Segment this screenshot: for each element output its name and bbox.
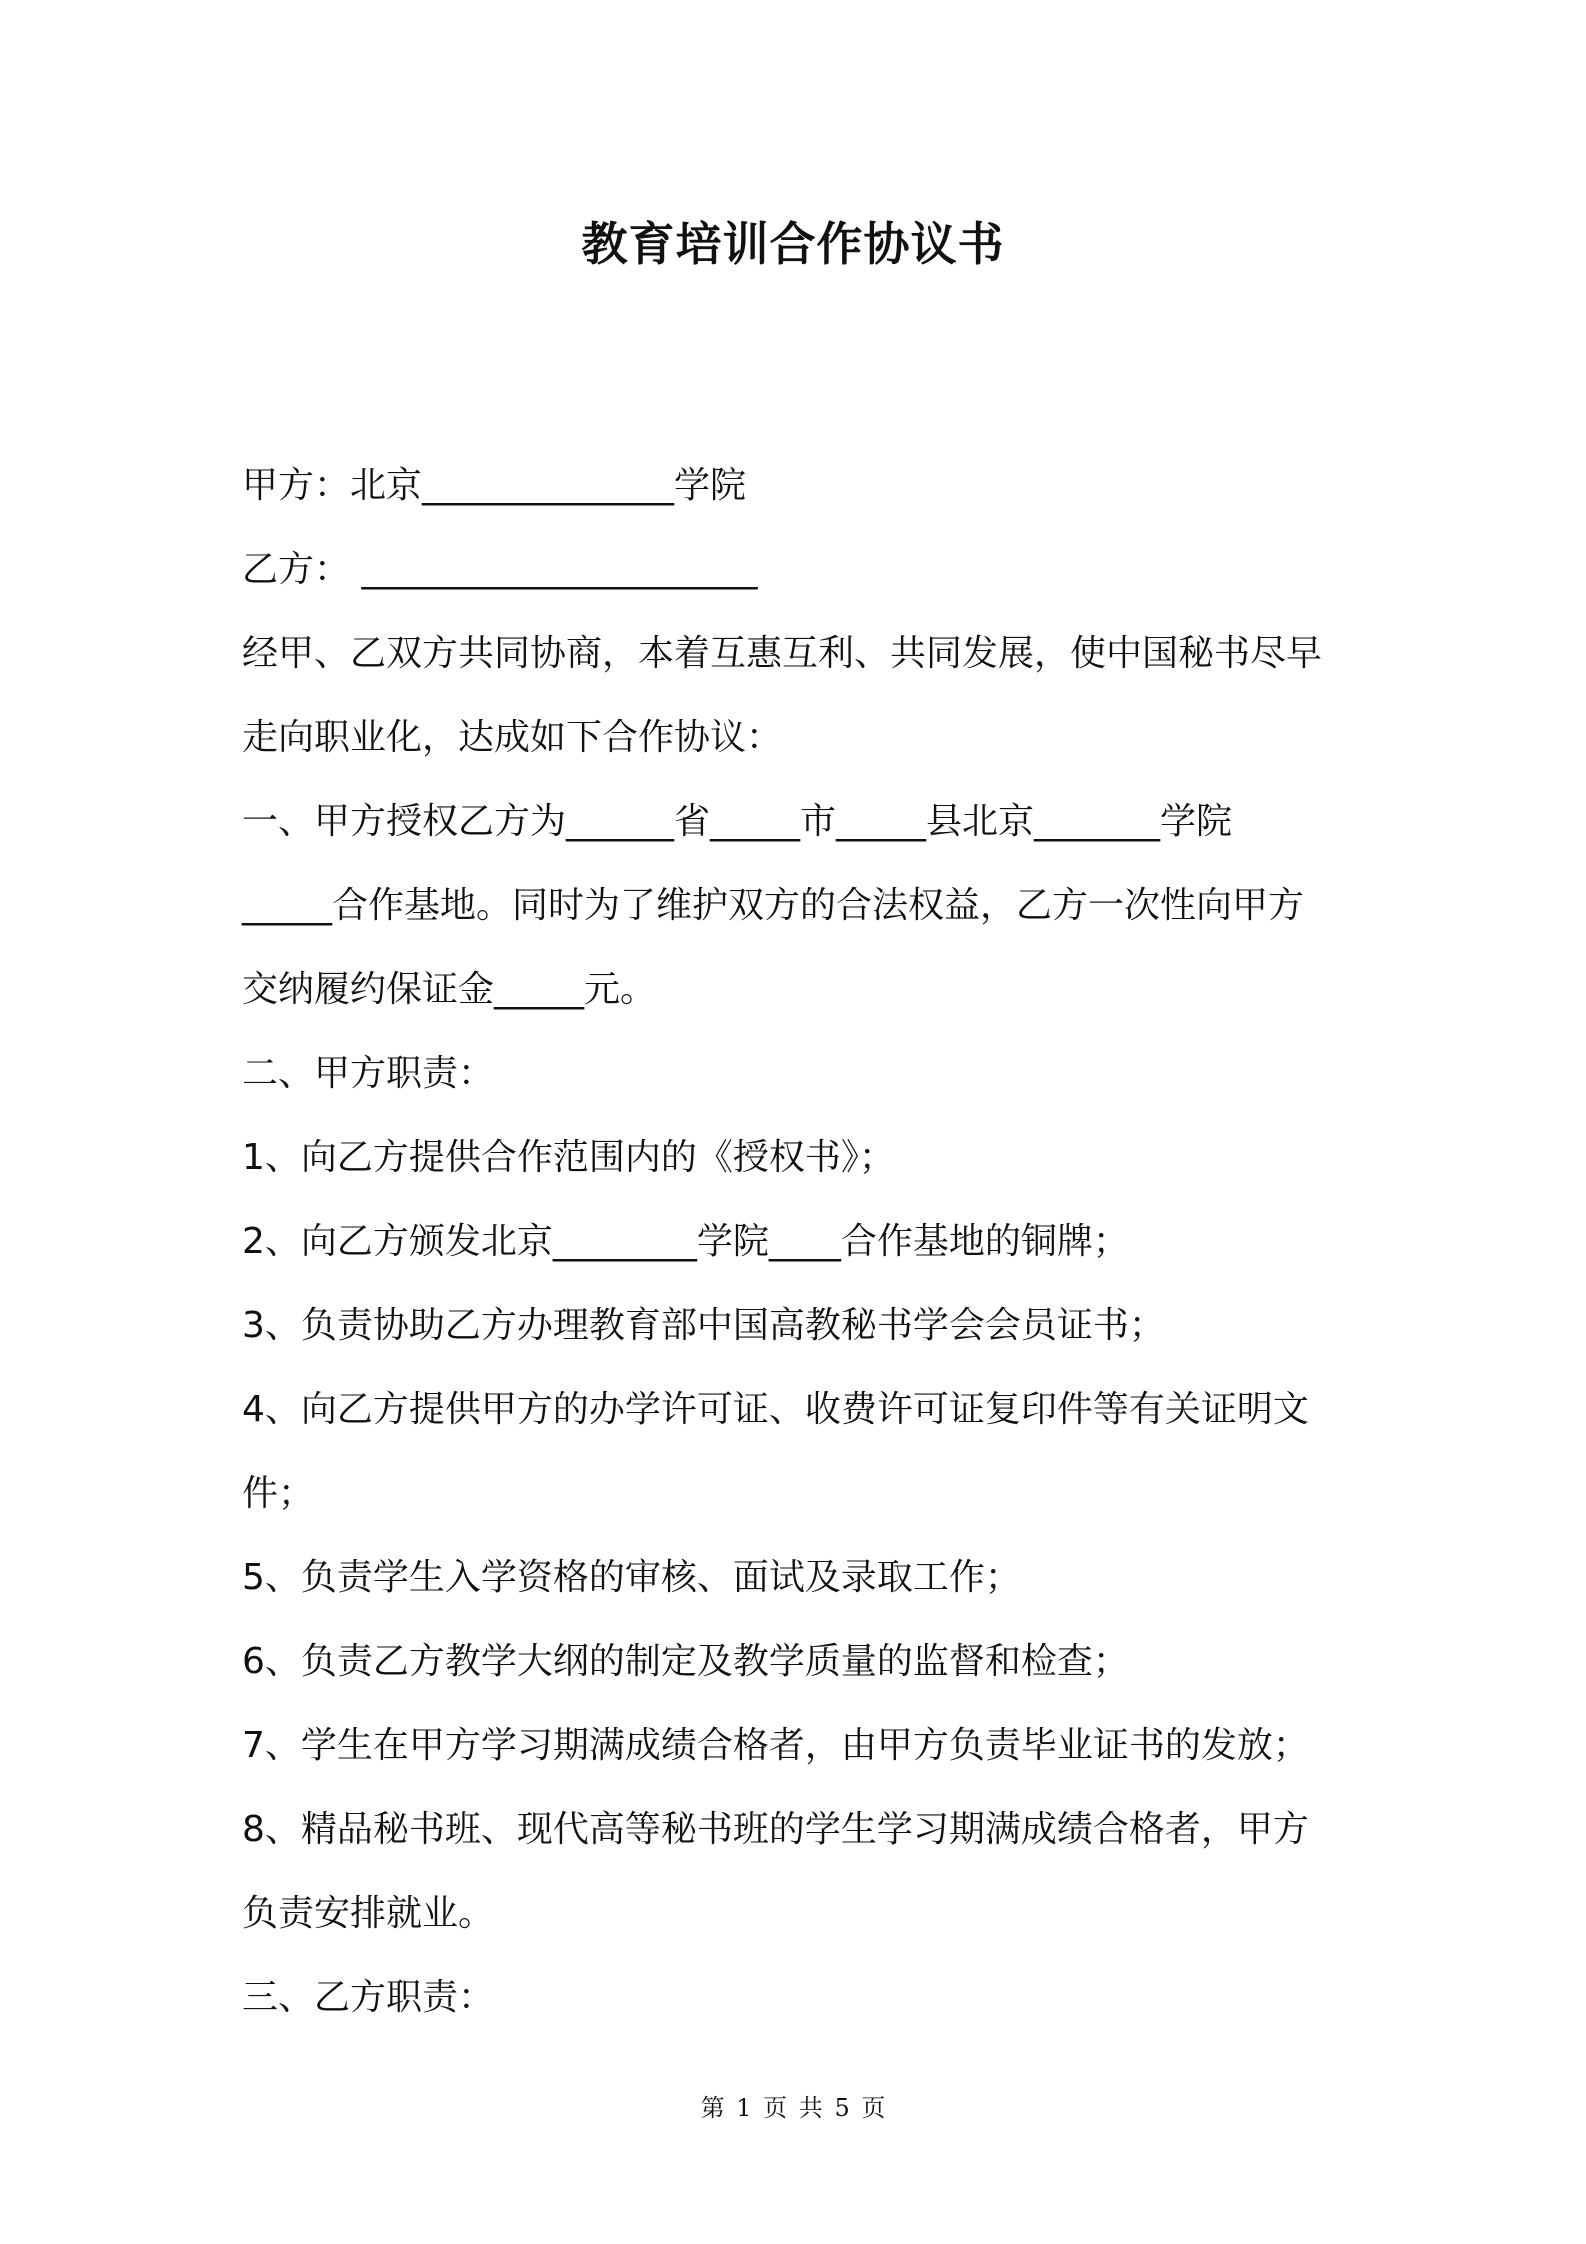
party-a-line: 甲方：北京______________学院: [242, 465, 747, 506]
duty-a-2: 2、向乙方颁发北京________学院____合作基地的铜牌；: [242, 1221, 1129, 1262]
duty-a-5: 5、负责学生入学资格的审核、面试及录取工作；: [242, 1557, 1021, 1598]
document-title: 教育培训合作协议书: [581, 217, 1005, 271]
duty-a-6: 6、负责乙方教学大纲的制定及教学质量的监督和检查；: [242, 1641, 1129, 1682]
duty-a-8-line-2: 负责安排就业。: [242, 1893, 495, 1934]
intro-line-2: 走向职业化，达成如下合作协议：: [242, 717, 783, 758]
party-b-line: 乙方： ______________________: [242, 549, 758, 590]
clause-1-line-2: _____合作基地。同时为了维护双方的合法权益，乙方一次性向甲方: [242, 885, 1305, 926]
duty-a-1: 1、向乙方提供合作范围内的《授权书》；: [242, 1137, 895, 1178]
intro-line-1: 经甲、乙双方共同协商，本着互惠互利、共同发展，使中国秘书尽早: [242, 633, 1323, 674]
document-body: [242, 444, 1362, 2040]
clause-1-line-1: 一、甲方授权乙方为______省_____市_____县北京_______学院: [242, 801, 1233, 842]
section-2-heading: 二、甲方职责：: [242, 1053, 495, 1094]
duty-a-7: 7、学生在甲方学习期满成绩合格者，由甲方负责毕业证书的发放；: [242, 1725, 1309, 1766]
section-3-heading: 三、乙方职责：: [242, 1977, 495, 2018]
clause-1-line-3: 交纳履约保证金_____元。: [242, 969, 657, 1010]
duty-a-4-line-2: 件；: [242, 1473, 315, 1514]
duty-a-3: 3、负责协助乙方办理教育部中国高教秘书学会会员证书；: [242, 1305, 1165, 1346]
duty-a-4-line-1: 4、向乙方提供甲方的办学许可证、收费许可证复印件等有关证明文: [242, 1389, 1309, 1430]
duty-a-8-line-1: 8、精品秘书班、现代高等秘书班的学生学习期满成绩合格者，甲方: [242, 1809, 1309, 1850]
page-footer: 第 1 页 共 5 页: [700, 2094, 886, 2122]
